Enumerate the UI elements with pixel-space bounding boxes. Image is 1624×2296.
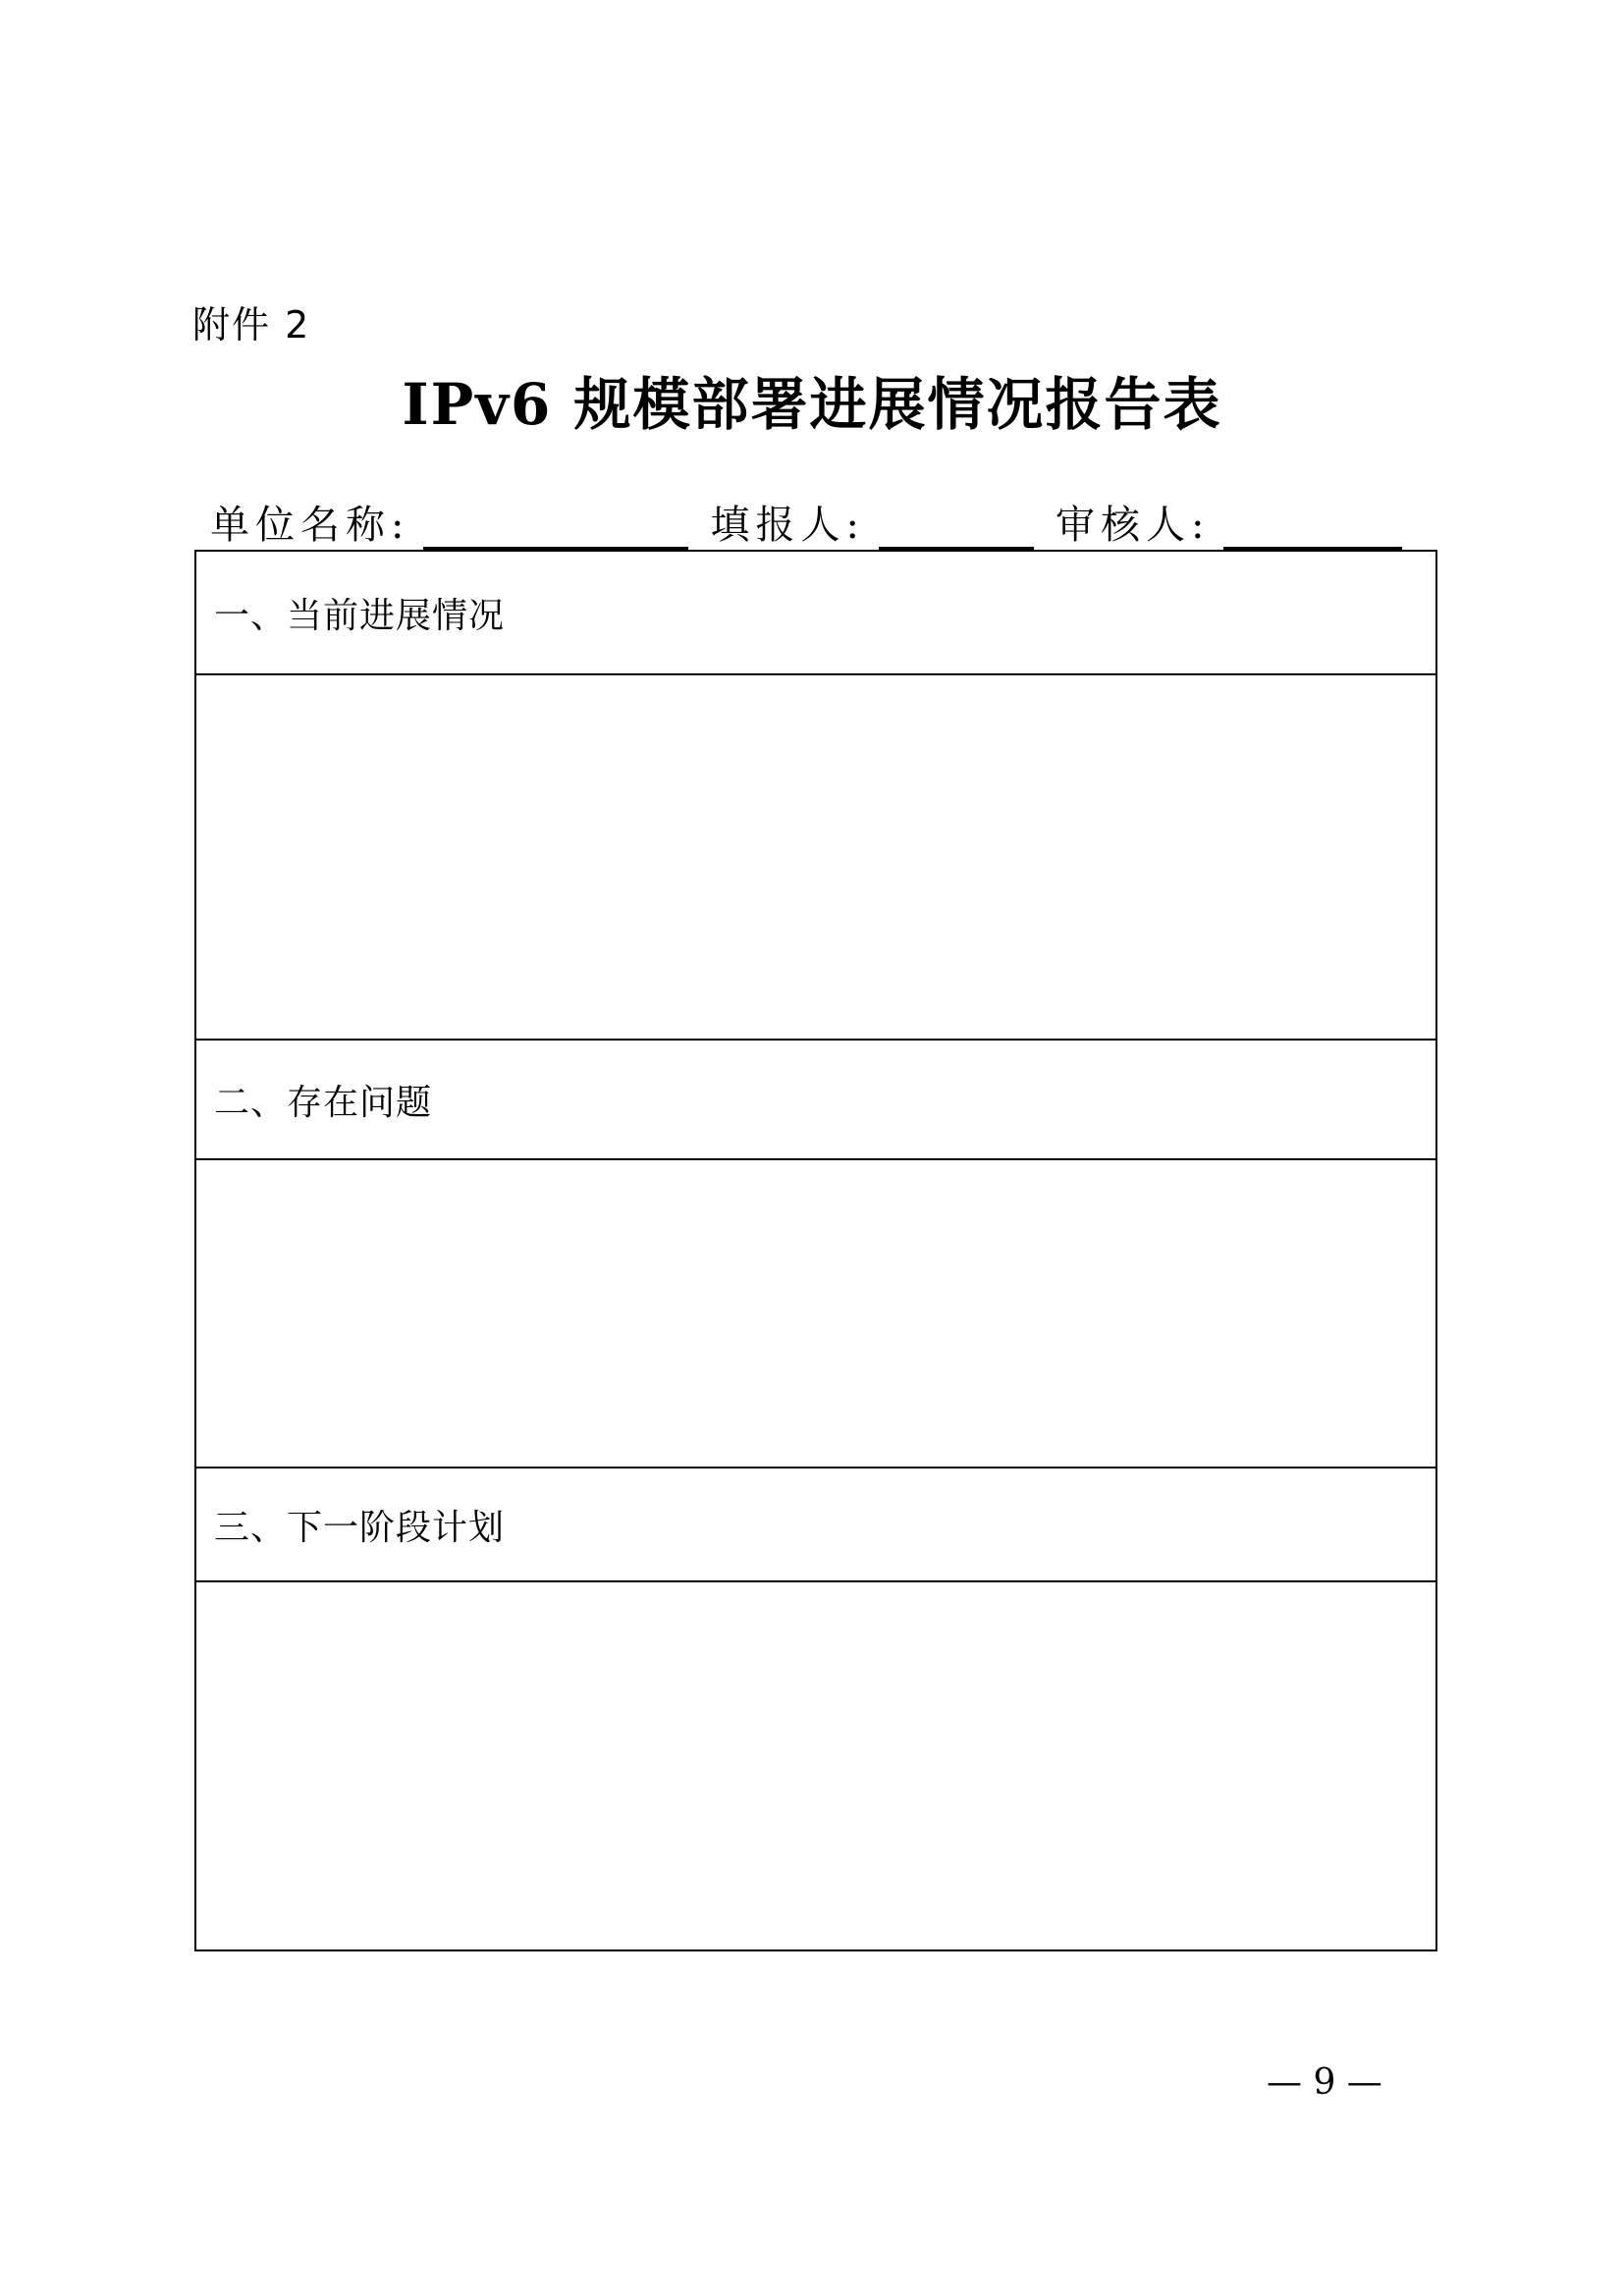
- section-title: 二、存在问题: [214, 1082, 433, 1123]
- reviewer-label: 审核人:: [1055, 503, 1211, 548]
- section-body-issues[interactable]: [196, 1160, 1435, 1468]
- section-title: 一、当前进展情况: [214, 595, 506, 636]
- page-number: — 9 —: [1267, 2062, 1382, 2103]
- report-table: [194, 550, 1437, 1951]
- section-header-issues: [196, 1041, 1435, 1160]
- info-row: [210, 493, 1402, 550]
- section-title: 三、下一阶段计划: [214, 1507, 506, 1548]
- attachment-label: 附件 2: [192, 303, 311, 347]
- unit-name-field[interactable]: [423, 500, 688, 550]
- unit-name-label: 单位名称:: [210, 503, 410, 548]
- section-header-progress: [196, 552, 1435, 675]
- filler-label: 填报人:: [710, 503, 865, 548]
- section-body-next-plan[interactable]: [196, 1582, 1435, 1949]
- section-body-progress[interactable]: [196, 675, 1435, 1041]
- filler-field[interactable]: [879, 500, 1034, 550]
- reviewer-field[interactable]: [1223, 500, 1402, 550]
- page-title: IPv6 规模部署进展情况报告表: [402, 371, 1222, 438]
- section-header-next-plan: [196, 1468, 1435, 1582]
